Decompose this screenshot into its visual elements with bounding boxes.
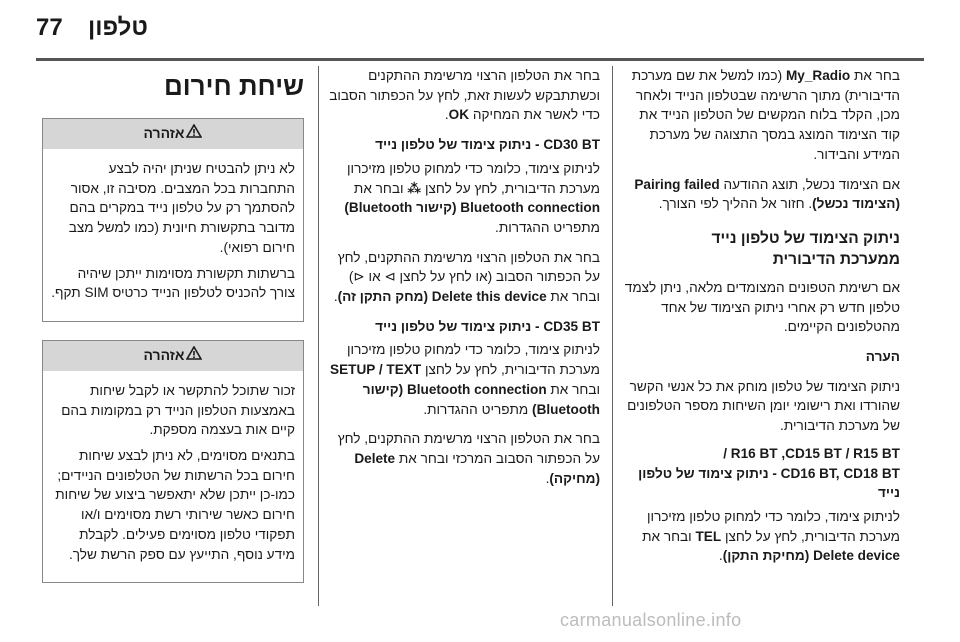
paragraph (622, 175, 900, 214)
watermark: carmanualsonline.info (560, 610, 742, 630)
note (622, 347, 900, 436)
column-right (622, 66, 900, 576)
text: בחר את הטלפון הרצוי מרשימת ההתקנים, לחץ על הכפתור הסבוב המרכזי ובחר את (337, 431, 600, 466)
page-header (0, 0, 960, 48)
text: . (444, 107, 449, 123)
column-middle (328, 66, 600, 498)
text: לניתוק צימוד, כלומר כדי למחוק טלפון מזיכרון מערכת הדיבורית, לחץ על לחצן (347, 342, 600, 378)
text-bold: SETUP / TEXT (330, 362, 422, 378)
text: . (545, 470, 550, 486)
model-heading (622, 444, 900, 503)
text-bold: Bluetooth connection (קישור Bluetooth) (344, 200, 600, 216)
text-bold: OK (448, 107, 470, 123)
text-bold: Delete this device (מחק התקן זה) (337, 289, 547, 305)
text: בחר את הטלפון הרצוי מרשימת ההתקנים, לחץ על הכפתור הסבוב (או לחץ על לחצן ⊳ או ⊲) ובחר את (337, 249, 600, 305)
bluetooth-symbol-icon: ⁂ (407, 180, 422, 196)
paragraph (328, 66, 600, 125)
text: . (333, 289, 338, 305)
model-heading: CD30 BT - ניתוק צימוד של טלפון נייד (375, 137, 600, 153)
paragraph (328, 340, 600, 419)
page-number: 77 (36, 14, 63, 41)
text: ובחר את (642, 528, 696, 544)
text-bold: Bluetooth connection (קישור Bluetooth) (362, 381, 600, 417)
text-bold: TEL (695, 528, 722, 544)
warning-header (43, 341, 303, 371)
text: לניתוק צימוד, כלומר כדי למחוק טלפון מזיכרון מערכת הדיבורית, לחץ על לחצן (347, 160, 600, 196)
text: . (718, 548, 723, 564)
warning-icon (186, 124, 202, 144)
column-divider-right (612, 66, 613, 606)
text: . חזור אל ההליך לפי הצורך. (658, 196, 813, 212)
warning-body (43, 149, 303, 321)
paragraph: זכור שתוכל להתקשר או לקבל שיחות באמצעות הטלפון הנייד רק במקומות בהם קיים אות בעצמה מספקת. (61, 382, 295, 438)
paragraph: אם רשימת הטפונים המצומדים מלאה, ניתן לצמד טלפון חדש רק אחרי ניתוק הצימוד של אחד מהטלפונים הקיימים. (624, 279, 900, 335)
column-divider-left (318, 66, 319, 606)
model-heading: CD35 BT - ניתוק צימוד של טלפון נייד (375, 318, 600, 334)
subheading (622, 228, 900, 270)
model-heading-line: R16 BT ,CD15 BT / R15 BT / (723, 445, 900, 461)
warning-body (43, 371, 303, 582)
text-bold: Delete (מחיקה) (354, 450, 600, 486)
paragraph: ברשתות תקשורת מסוימות ייתכן שיהיה צורך להכניס לטלפון הנייד כרטיס SIM תקף. (51, 265, 295, 301)
text: אם הצימוד נכשל, תוצג ההודעה (719, 176, 900, 192)
paragraph: בתנאים מסוימים, לא ניתן לבצע שיחות חירום בכל הרשתות של הטלפונים הניידים; כמו-כן ייתכן שלא יתאפשר ביצוע של שיחות חירום כאשר שירותי רשת מסוימים ו/או תפקודי טלפון מסוימים פעילים. לקבלת מידע נוסף, התייעץ עם ספק הרשת שלך. (55, 448, 295, 562)
text: בחר את (850, 68, 900, 83)
warning-box (42, 118, 304, 322)
subheading-line: ניתוק הצימוד של טלפון נייד (711, 229, 900, 247)
paragraph (328, 429, 600, 488)
text-bold: Delete device (מחיקת התקן) (722, 548, 900, 564)
text: מתפריט ההגדרות. (495, 219, 600, 235)
chapter-title: טלפון (88, 14, 148, 41)
warning-title: אזהרה (143, 347, 185, 364)
subheading-line: ממערכת הדיבורית (772, 250, 900, 268)
warning-title: אזהרה (143, 125, 185, 142)
warning-icon (186, 346, 202, 366)
paragraph (328, 248, 600, 307)
text: בחר את הטלפון הרצוי מרשימת ההתקנים וכשתתבקש לעשות זאת, לחץ על הכפתור הסבוב כדי לאשר את המחיקה (329, 68, 600, 123)
text: לניתוק צימוד, כלומר כדי למחוק טלפון מזיכרון מערכת הדיבורית, לחץ על לחצן (647, 508, 900, 544)
note-title: הערה (865, 349, 900, 365)
column-left (42, 66, 304, 601)
text: מתפריט ההגדרות. (423, 401, 533, 417)
text: (כמו למשל את שם מערכת הדיבורית) מתוך הרשימה שבטלפון הנייד ולאחר מכן, הקלד בלוח המקשים של הטלפון הנייד את קוד הצימוד המוצג במסך התצוגה של מערכת המידע והבידור. (631, 68, 900, 162)
warning-box (42, 340, 304, 583)
text-bold: Pairing failed (הצימוד נכשל) (634, 176, 900, 212)
section-title: שיחת חירום (164, 71, 304, 101)
paragraph (622, 66, 900, 165)
paragraph: לא ניתן להבטיח שניתן יהיה לבצע התחברות בכל המצבים. מסיבה זו, אסור להסתמך רק על טלפון נייד במקרים בהם מדובר בתקשורת חיונית (כמו למשל מצב חירום רפואי). (68, 161, 295, 255)
warning-header (43, 119, 303, 149)
model-heading-line: CD16 BT, CD18 BT - ניתוק צימוד של טלפון נייד (638, 465, 900, 501)
note-text: ניתוק הצימוד של טלפון מוחק את כל אנשי הקשר שהורדו ואת רישומי יומן השיחות מספר הטלפונים של מערכת הדיבורית. (627, 378, 900, 434)
paragraph (622, 507, 900, 566)
header-divider (36, 58, 924, 61)
text: ובחר את (546, 381, 600, 397)
text-bold: My_Radio (785, 68, 851, 83)
text: ובחר את (353, 180, 408, 196)
paragraph (328, 159, 600, 238)
